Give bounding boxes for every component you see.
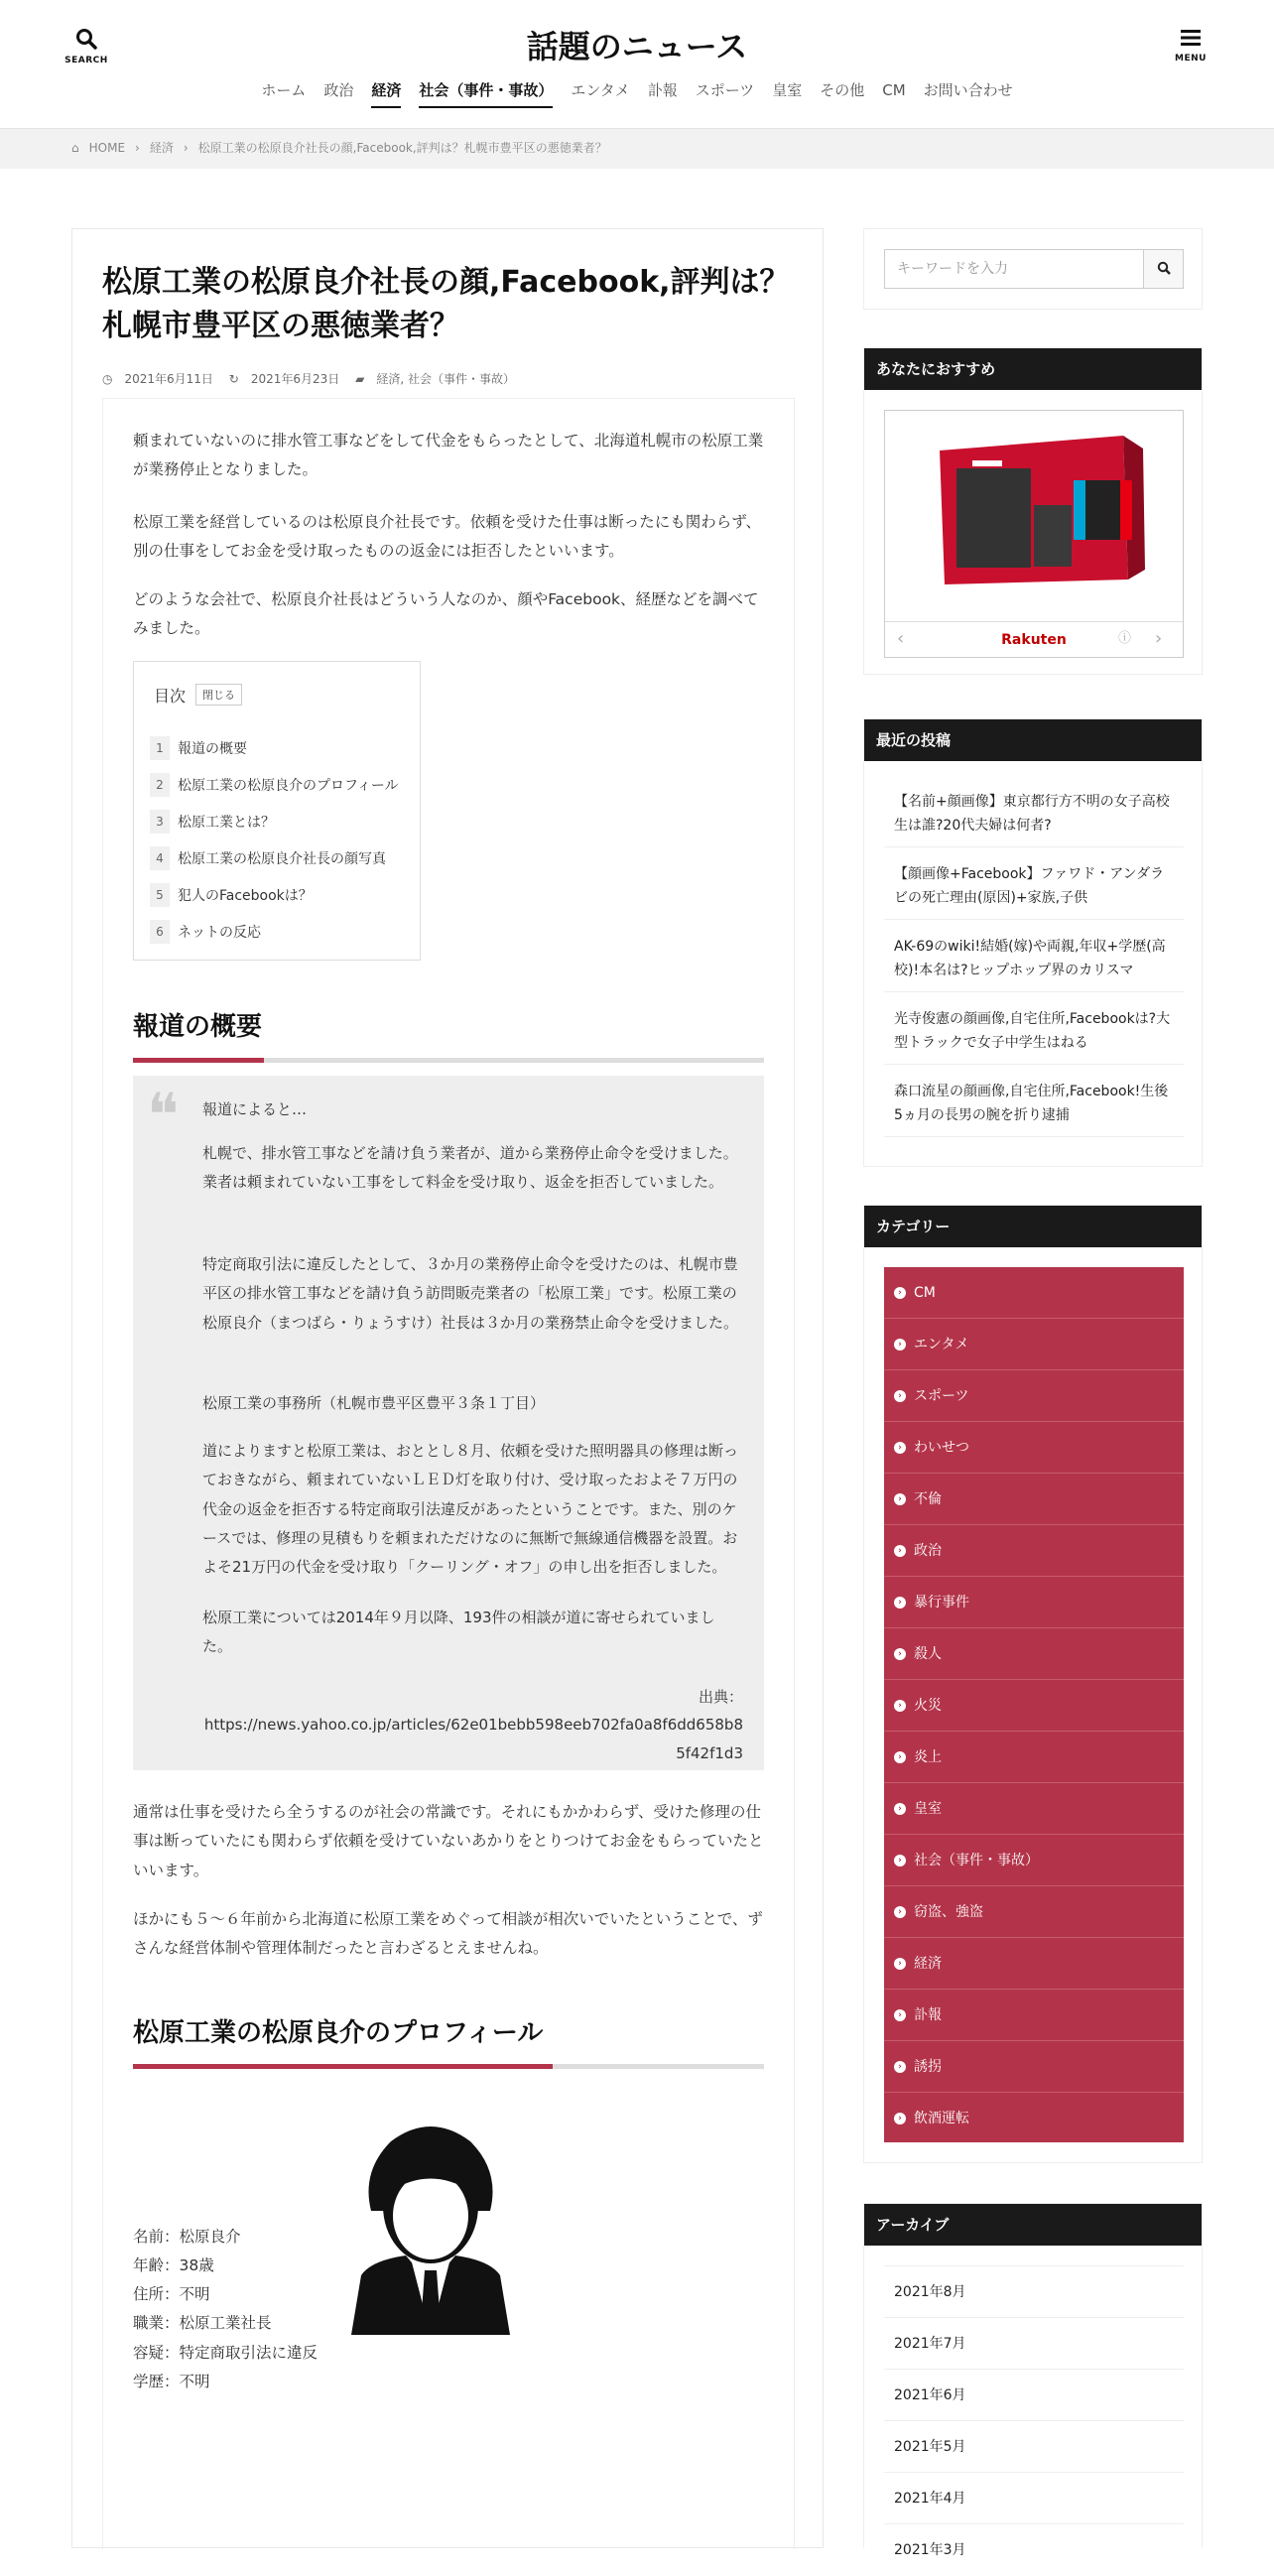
recent-post-link[interactable]: 森口流星の顔画像,自宅住所,Facebook!生後5ヵ月の長男の腕を折り逮捕 [884,1073,1184,1137]
toc-item[interactable]: 1 報道の概要 [150,729,399,766]
quote-paragraph: 松原工業の事務所（札幌市豊平区豊平３条１丁目） [202,1394,546,1412]
chevron-circle-icon: › [894,1597,906,1609]
nav-obituary[interactable]: 訃報 [647,81,678,99]
category-item[interactable]: › わいせつ [884,1422,1184,1474]
ad-banner[interactable] [884,410,1184,658]
chevron-circle-icon: › [894,1442,906,1454]
quote-paragraph: 松原工業については2014年９月以降、193件の相談が道に寄せられていました。 [202,1609,715,1656]
profile-item: 名前：松原良介 [133,2228,241,2246]
nav-society[interactable]: 社会（事件・事故） [419,79,553,108]
profile-list [133,2223,318,2396]
archive-link[interactable]: 2021年3月 [884,2523,1184,2575]
rakuten-label: Rakuten [885,621,1183,657]
category-item[interactable]: › 火災 [884,1680,1184,1732]
chevron-circle-icon: › [894,1545,906,1557]
recent-post-link[interactable]: 光寺俊憲の顔画像,自宅住所,Facebookは?大型トラックで女子中学生はねる [884,1000,1184,1065]
intro-paragraph: どのような会社で、松原良介社長はどういう人なのか、顔やFacebook、経歴などを調べてみました。 [133,590,759,638]
refresh-icon: ↻ [228,372,239,386]
toc-list [150,729,399,950]
breadcrumb [0,129,1274,169]
home-icon: ⌂ [71,141,79,155]
menu-label: MENU [1175,54,1207,64]
chevron-circle-icon: › [894,1493,906,1505]
category-item[interactable]: › エンタメ [884,1319,1184,1370]
nav-home[interactable]: ホーム [261,81,307,99]
nav-politics[interactable]: 政治 [323,81,354,99]
archive-link[interactable]: 2021年5月 [884,2420,1184,2472]
published-date: 2021年6月11日 [124,372,213,386]
nav-contact[interactable]: お問い合わせ [923,81,1013,99]
search-label: SEARCH [64,56,108,65]
category-item[interactable]: › 殺人 [884,1628,1184,1680]
chevron-circle-icon: › [894,2061,906,2073]
chevron-circle-icon: › [894,1390,906,1402]
chevron-circle-icon: › [894,1906,906,1918]
chevron-circle-icon: › [894,1648,906,1660]
search-input[interactable]: キーワードを入力 [884,249,1144,289]
nav-cm[interactable]: CM [882,81,906,99]
chevron-circle-icon: › [894,1287,906,1299]
global-nav [0,79,1274,108]
category-item[interactable]: › スポーツ [884,1370,1184,1422]
blockquote [133,1076,764,1770]
post-meta [102,370,527,387]
toc-item[interactable]: 4 松原工業の松原良介社長の顔写真 [150,839,399,876]
body-paragraph: ほかにも５～６年前から北海道に松原工業をめぐって相談が相次いでいたということで、ずさんな経営体制や管理体制だったと言わざるとえませんね。 [133,1910,763,1958]
nav-other[interactable]: その他 [820,81,865,99]
chevron-circle-icon: › [894,2113,906,2125]
info-icon[interactable]: ⓘ [1118,631,1132,646]
category-item[interactable]: › 誘拐 [884,2041,1184,2093]
quote-paragraph: 特定商取引法に違反したとして、３か月の業務停止命令を受けたのは、札幌市豊平区の排水管工事などを請け負う訪問販売業者の「松原工業」です。松原工業の松原良介（まつばら・りょうすけ）社長は３か月の業務禁止命令を受けました。 [202,1255,739,1332]
nav-sports[interactable]: スポーツ [695,81,755,99]
category-item[interactable]: › 不倫 [884,1474,1184,1525]
hamburger-icon [1180,28,1202,48]
archive-link[interactable]: 2021年7月 [884,2317,1184,2369]
category-item[interactable]: › 暴行事件 [884,1577,1184,1628]
sidebar-categories [863,1205,1203,2163]
nav-entertainment[interactable]: エンタメ [571,81,630,99]
body-paragraph: 通常は仕事を受けたら全うするのが社会の常識です。それにもかかわらず、受けた修理の仕事は断っていたにも関わらず依頼を受けていないあかりをとりつけてお金をもらっていたといいます。 [133,1803,764,1879]
archive-link[interactable]: 2021年8月 [884,2265,1184,2317]
breadcrumb-category[interactable]: 経済 [149,141,174,155]
post-title: 松原工業の松原良介社長の顔,Facebook,評判は？札幌市豊平区の悪徳業者？ [102,265,790,343]
chevron-circle-icon: › [894,1958,906,1970]
chevron-circle-icon: › [894,1339,906,1351]
post-categories[interactable]: 経済, 社会（事件・事故） [376,372,515,386]
person-silhouette-icon [331,2112,530,2340]
quote-paragraph: 札幌で、排水管工事などを請け負う業者が、道から業務停止命令を受けました。業者は頼まれていない工事をして料金を受け取り、返金を拒否していました。 [202,1144,738,1192]
sidebar-search [863,228,1203,310]
widget-title: 最近の投稿 [864,719,1202,761]
category-item[interactable]: › CM [884,1267,1184,1319]
toc-item[interactable]: 5 犯人のFacebookは？ [150,876,399,913]
chevron-circle-icon: › [894,1751,906,1763]
chevron-circle-icon: › [894,1803,906,1815]
clock-icon: ◷ [102,372,113,386]
chevron-circle-icon: › [894,1700,906,1712]
category-item[interactable]: › 政治 [884,1525,1184,1577]
quote-paragraph: 道によりますと松原工業は、おととし８月、依頼を受けた照明器具の修理は断っておきながら、頼まれていないＬＥＤ灯を取り付け、受け取ったおよそ７万円の代金の返金を拒否する特定商取引法違反があったということです。また、別のケースでは、修理の見積もりを頼まれただけなのに無断で無線通信機器を設置。およそ21万円の代金を受け取り「クーリング・オフ」の申し出を拒否しました。 [202,1442,739,1576]
toc-close-button[interactable]: 閉じる [195,684,242,706]
category-item[interactable]: › 炎上 [884,1732,1184,1783]
category-item[interactable]: › 窃盗、強盗 [884,1886,1184,1938]
widget-title: アーカイブ [864,2204,1202,2246]
category-item[interactable]: › 社会（事件・事故） [884,1835,1184,1886]
nav-imperial[interactable]: 皇室 [772,81,803,99]
category-list [884,1267,1184,2142]
sidebar-recommend [863,347,1203,675]
quote-icon: ❝ [147,1081,180,1150]
site-header [0,0,1274,129]
category-item[interactable]: › 飲酒運転 [884,2093,1184,2144]
widget-title: あなたにおすすめ [864,348,1202,390]
toc-heading: 目次 [154,687,187,706]
chevron-circle-icon: › [894,2009,906,2021]
sidebar-recent-posts [863,718,1203,1167]
recent-post-link[interactable]: AK-69のwiki!結婚(嫁)や両親,年収+学歴(高校)!本名は?ヒップホップ界のカリスマ [884,928,1184,992]
profile-item: 容疑：特定商取引法に違反 [133,2343,318,2362]
quote-lead: 報道によると… [202,1100,308,1118]
search-submit-button[interactable] [1144,249,1184,289]
chevron-right-icon: › [183,141,189,155]
category-item[interactable]: › 皇室 [884,1783,1184,1835]
folder-icon: ▰ [355,372,365,386]
updated-date: 2021年6月23日 [250,372,340,386]
profile-item: 職業：松原工業社長 [133,2314,272,2333]
section-heading: 報道の概要 [133,1006,764,1062]
breadcrumb-current: 松原工業の松原良介社長の顔,Facebook,評判は？札幌市豊平区の悪徳業者？ [197,141,607,155]
nav-economy[interactable]: 経済 [371,79,401,108]
recent-post-link[interactable]: 【顔画像+Facebook】ファワド・アンダラビの死亡理由(原因)+家族,子供 [884,855,1184,920]
widget-title: カテゴリー [864,1206,1202,1247]
archive-link[interactable]: 2021年4月 [884,2472,1184,2523]
profile-item: 住所：不明 [133,2285,210,2304]
category-item[interactable]: › 訃報 [884,1990,1184,2041]
article-body [102,398,795,2549]
toc-item[interactable]: 2 松原工業の松原良介のプロフィール [150,766,399,803]
site-title[interactable]: 話題のニュース [526,28,748,65]
product-image [885,411,1183,619]
archive-link[interactable]: 2021年6月 [884,2369,1184,2420]
intro-paragraph: 松原工業を経営しているのは松原良介社長です。依頼を受けた仕事は断ったにも関わらず、別の仕事をしてお金を受け取ったものの返金には拒否したといいます。 [133,513,762,561]
chevron-circle-icon: › [894,1855,906,1867]
section-heading: 松原工業の松原良介のプロフィール [133,2012,764,2068]
profile-item: 年齢：38歳 [133,2256,214,2275]
search-icon [1157,261,1171,275]
source-label: 出典： [698,1688,743,1706]
toc-item[interactable]: 6 ネットの反応 [150,913,399,950]
sidebar-archives [863,2203,1203,2558]
intro-paragraph: 頼まれていないのに排水管工事などをして代金をもらったとして、北海道札幌市の松原工業が業務停止となりました。 [133,432,764,479]
table-of-contents [133,661,421,961]
breadcrumb-home[interactable]: HOME [88,141,126,155]
article [71,228,824,2548]
category-item[interactable]: › 経済 [884,1938,1184,1990]
toc-item[interactable]: 3 松原工業とは？ [150,803,399,839]
chevron-right-icon: › [135,141,140,155]
chevron-left-icon[interactable]: ‹ [897,628,905,649]
chevron-right-icon[interactable]: › [1155,628,1163,649]
menu-button[interactable] [1166,28,1215,64]
profile-item: 学歴：不明 [133,2372,210,2390]
source-link[interactable]: https://news.yahoo.co.jp/articles/62e01bebb598eeb702fa0a8f6dd658b85f42f1d3 [203,1716,743,1763]
recent-post-link[interactable]: 【名前+顔画像】東京都行方不明の女子高校生は誰?20代夫婦は何者? [884,783,1184,847]
